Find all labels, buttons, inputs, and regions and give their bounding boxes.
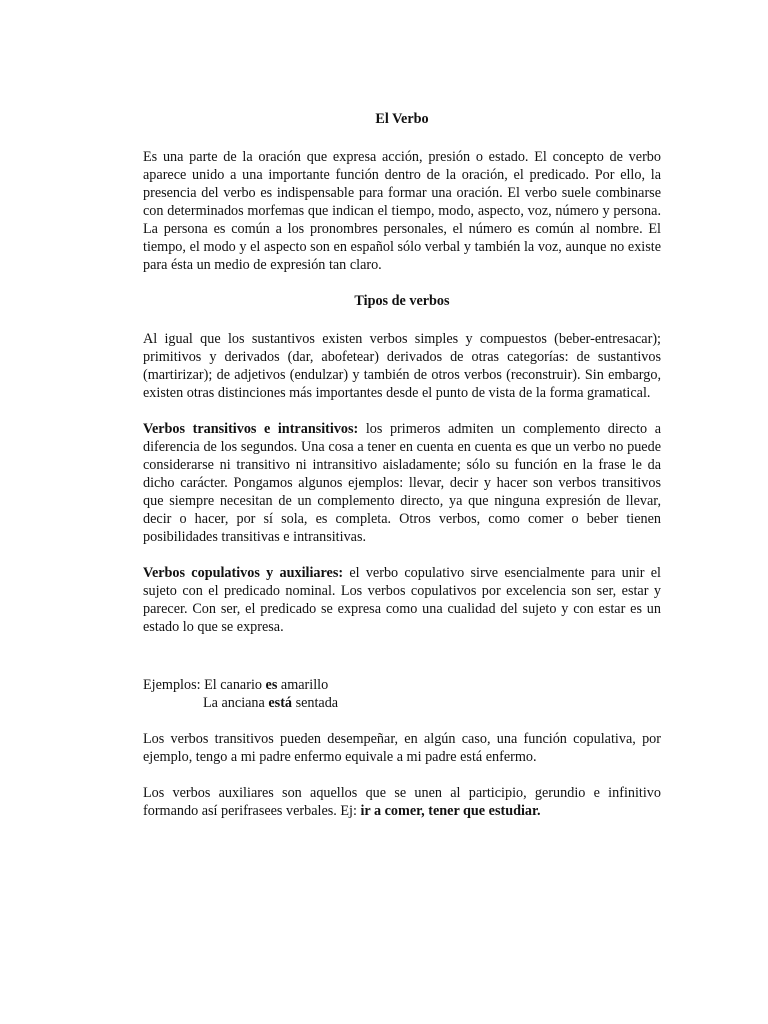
example-1-prefix: Ejemplos: El canario [143,677,266,693]
example-2-prefix: La anciana [203,695,269,711]
auxiliary-paragraph [143,784,661,820]
example-2-verb: está [268,695,293,711]
section-title-tipos: Tipos de verbos [354,293,450,309]
example-1-verb: es [265,677,278,693]
auxiliary-text: Los verbos auxiliares son aquellos que se unen al participio, gerundio e infinitivo formando así perifrasees verbales. Ej: [143,785,661,819]
example-2-suffix: sentada [292,695,339,711]
types-intro-paragraph: Al igual que los sustantivos existen verbos simples y compuestos (beber-entresacar); primitivos y derivados (dar, abofetear) derivados de otras categorías: de sustantivos (martirizar); de adjetivos (endulzar) y también de otros verbos (reconstruir). Sin embargo, existen otras distinciones más importantes desde el punto de vista de la forma gramatical. [143,331,661,401]
document-page [143,110,661,820]
example-1-suffix: amarillo [277,677,329,693]
copulative-heading: Verbos copulativos y auxiliares: [143,565,344,581]
transitive-copulative-paragraph: Los verbos transitivos pueden desempeñar, en algún caso, una función copulativa, por ejemplo, tengo a mi padre enfermo equivale a mi padre está enfermo. [143,731,661,765]
examples-block [143,676,661,712]
example-line-2 [143,694,661,712]
document-title: El Verbo [375,111,429,127]
copulative-text: el verbo copulativo sirve esencialmente para unir el sujeto con el predicado nominal. Los verbos copulativos por excelencia son ser, estar y parecer. Con ser, el predicado se expresa como una cualidad del sujeto y con estar es un estado lo que se expresa. [143,565,661,635]
transitive-text: los primeros admiten un complemento directo a diferencia de los segundos. Una cosa a tener en cuenta en cuenta es que un verbo no puede considerarse ni transitivo ni intransitivo aisladamente; sólo su función en la frase le da dicho carácter. Pongamos algunos ejemplos: llevar, decir y hacer son verbos transitivos que siempre necesitan de un complemento directo, ya que ninguna expresión de llevar, decir o hacer, por sí sola, es completa. Otros verbos, como comer o beber tienen posibilidades transitivas e intransitivas. [143,421,661,545]
auxiliary-examples: ir a comer, tener que estudiar. [360,803,541,819]
example-line-1 [143,676,661,694]
copulative-paragraph [143,564,661,636]
transitive-paragraph [143,420,661,546]
intro-paragraph: Es una parte de la oración que expresa acción, presión o estado. El concepto de verbo aparece unido a una importante función dentro de la oración, el predicado. Por ello, la presencia del verbo es indispensable para formar una oración. El verbo suele combinarse con determinados morfemas que indican el tiempo, modo, aspecto, voz, número y persona. La persona es común a los pronombres personales, el número es común al nombre. El tiempo, el modo y el aspecto son en español sólo verbal y también la voz, aunque no existe para ésta un medio de expresión tan claro. [143,149,661,273]
transitive-heading: Verbos transitivos e intransitivos: [143,421,359,437]
